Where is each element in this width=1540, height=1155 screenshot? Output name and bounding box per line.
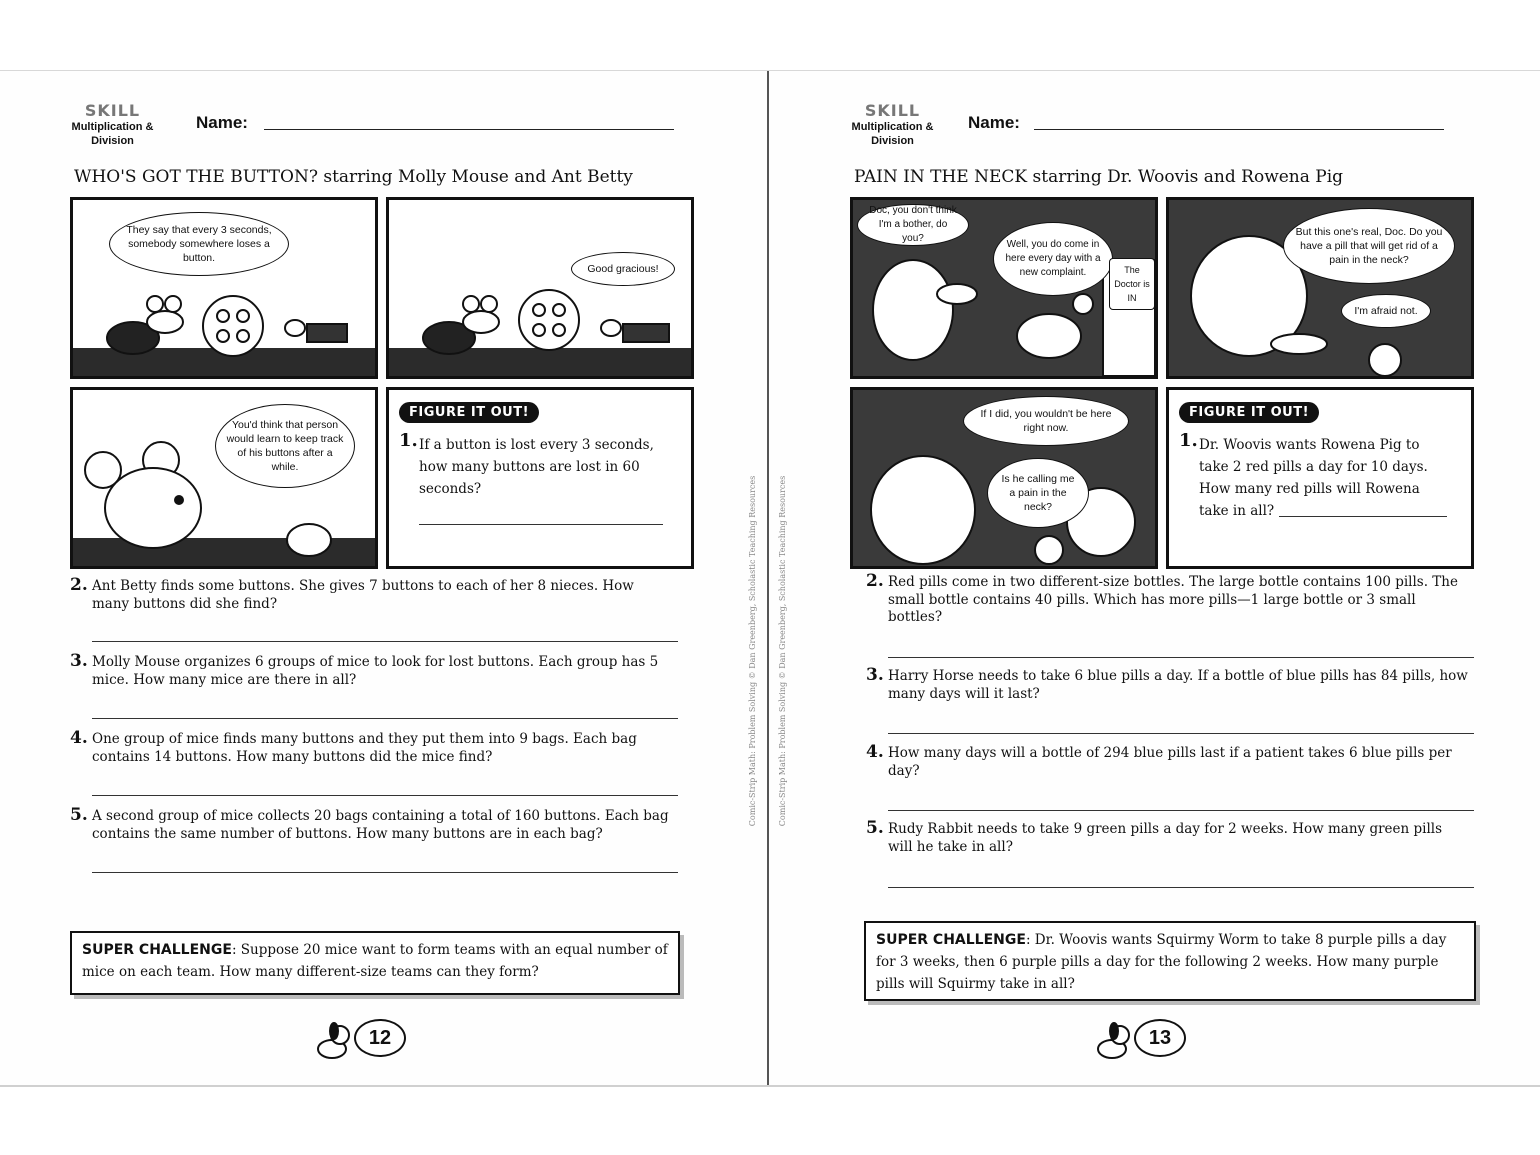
skill-topic: Multiplication & Division [851,121,934,147]
answer-line [888,733,1474,734]
figure-it-out-badge: FIGURE IT OUT! [1179,402,1319,423]
question-number: 1. [399,430,418,451]
page-number: 13 [1134,1019,1186,1057]
dog-mascot-icon [310,1015,354,1065]
skill-box [850,101,935,148]
question-number: 5. [70,805,88,825]
question-number: 4. [866,742,884,762]
comic-panel-3 [850,387,1158,569]
speech-bubble: But this one's real, Doc. Do you have a pill that will get rid of a pain in the neck? [1283,208,1455,284]
answer-line [419,524,663,525]
question-text: Red pills come in two different-size bottles. The large bottle contains 100 pills. The small bottle contains 40 pills. Which has more pills—1 large bottle or 3 small bottles? [888,574,1458,625]
speech-bubble: If I did, you wouldn't be here right now. [963,396,1129,446]
question-number: 3. [866,665,884,685]
question-number: 4. [70,728,88,748]
speech-bubble: Doc, you don't think I'm a bother, do you? [857,204,969,246]
page-number: 12 [354,1019,406,1057]
comic-panel-3 [70,387,378,569]
comic-title: PAIN IN THE NECK starring Dr. Woovis and Rowena Pig [854,167,1344,187]
copyright-credit-right: Comic-Strip Math: Problem Solving © Dan Greenberg, Scholastic Teaching Resources [778,475,787,827]
figure-it-out-panel [1166,387,1474,569]
skill-label: SKILL [84,101,141,120]
name-line [1034,129,1444,130]
super-challenge-label: SUPER CHALLENGE [82,942,232,958]
page-number-badge [310,1015,410,1065]
question-text: Harry Horse needs to take 6 blue pills a day. If a bottle of blue pills has 84 pills, how many days will it last? [888,668,1468,702]
comic-panel-1 [850,197,1158,379]
right-page [850,71,1490,1085]
answer-line [1279,516,1447,517]
speech-bubble: They say that every 3 seconds, somebody somewhere loses a button. [109,212,289,276]
book-spread [0,70,1540,1087]
super-challenge-box [864,921,1476,1001]
comic-panel-2 [1166,197,1474,379]
answer-line [888,887,1474,888]
copyright-credit-left: Comic-Strip Math: Problem Solving © Dan Greenberg, Scholastic Teaching Resources [748,475,757,827]
question-number: 2. [70,575,88,595]
question-text: One group of mice finds many buttons and they put them into 9 bags. Each bag contains 14 buttons. How many buttons did the mice find? [92,731,637,765]
question-text: Dr. Woovis wants Rowena Pig to take 2 red pills a day for 10 days. How many red pills will Rowena take in all? [1199,437,1428,519]
answer-line [92,795,678,796]
speech-bubble: Well, you do come in here every day with a new complaint. [993,222,1113,296]
super-challenge-text: : Suppose 20 mice want to form teams with an equal number of mice on each team. How many different-size teams can they form? [82,942,668,980]
speech-bubble: Good gracious! [571,252,675,286]
page-gutter [767,71,769,1085]
answer-line [888,810,1474,811]
doctor-sign: The Doctor is IN [1109,258,1155,310]
figure-it-out-panel [386,387,694,569]
dog-mascot-icon [1090,1015,1134,1065]
answer-line [888,657,1474,658]
name-line [264,129,674,130]
figure-it-out-badge: FIGURE IT OUT! [399,402,539,423]
answer-line [92,718,678,719]
speech-bubble: I'm afraid not. [1341,294,1431,328]
comic-title: WHO'S GOT THE BUTTON? starring Molly Mouse and Ant Betty [74,167,633,187]
question-text: Ant Betty finds some buttons. She gives 7 buttons to each of her 8 nieces. How many buttons did she find? [92,578,634,612]
skill-topic: Multiplication & Division [71,121,154,147]
name-label: Name: [968,113,1020,132]
question-text: Molly Mouse organizes 6 groups of mice to look for lost buttons. Each group has 5 mice. How many mice are there in all? [92,654,659,688]
skill-label: SKILL [864,101,921,120]
comic-panel-2 [386,197,694,379]
question-number: 5. [866,818,884,838]
question-text: If a button is lost every 3 seconds, how many buttons are lost in 60 seconds? [419,437,654,497]
super-challenge-label: SUPER CHALLENGE [876,932,1026,948]
answer-line [92,872,678,873]
panel-2-art [389,200,691,376]
page-number-badge [1090,1015,1190,1065]
answer-line [92,641,678,642]
speech-bubble: You'd think that person would learn to keep track of his buttons after a while. [215,404,355,488]
question-text: How many days will a bottle of 294 blue pills last if a patient takes 6 blue pills per day? [888,745,1452,779]
question-text: Rudy Rabbit needs to take 9 green pills a day for 2 weeks. How many green pills will he take in all? [888,821,1443,855]
super-challenge-text: : Dr. Woovis wants Squirmy Worm to take 8 purple pills a day for 3 weeks, then 6 purple pills a day for the following 2 weeks. How many purple pills will Squirmy take in all? [876,932,1447,992]
skill-box [70,101,155,148]
question-number: 3. [70,651,88,671]
question-number: 2. [866,571,884,591]
speech-bubble: Is he calling me a pain in the neck? [987,458,1089,528]
comic-panel-1 [70,197,378,379]
question-text: A second group of mice collects 20 bags containing a total of 160 buttons. Each bag contains the same number of buttons. How many buttons are in each bag? [92,808,669,842]
left-page [70,71,710,1085]
super-challenge-box [70,931,680,995]
question-number: 1. [1179,430,1198,451]
name-label: Name: [196,113,248,132]
